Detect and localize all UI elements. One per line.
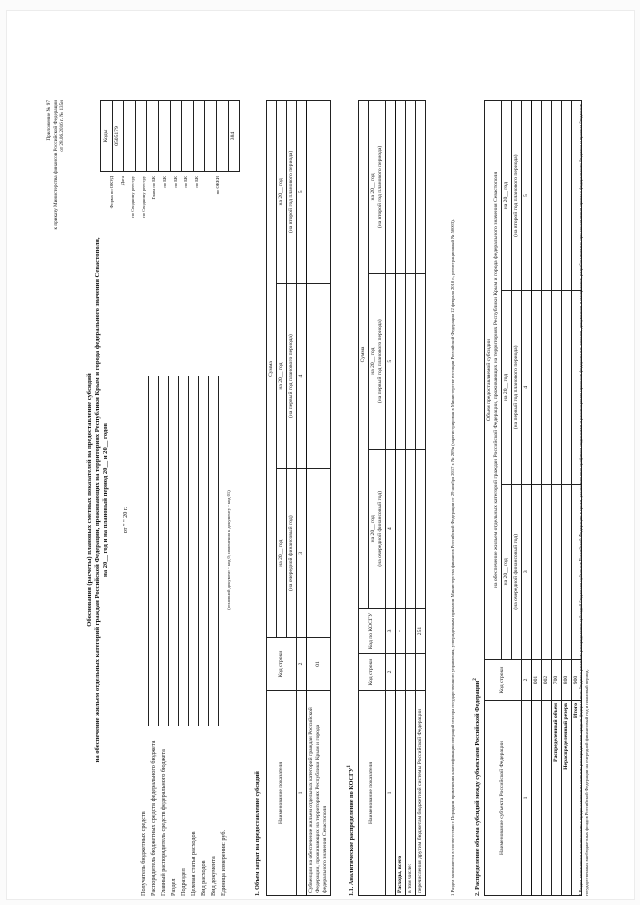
codes-table bbox=[100, 100, 240, 172]
s11-year2 bbox=[368, 273, 385, 449]
s2-cell bbox=[551, 291, 561, 484]
s1-year2: на 20__ год bbox=[276, 283, 286, 469]
s11-num: 1 bbox=[385, 691, 395, 896]
s1-num: 2 bbox=[296, 638, 306, 691]
s2-total-label: Итого bbox=[571, 701, 581, 896]
s2-num: 4 bbox=[521, 291, 531, 484]
codes-value bbox=[182, 101, 194, 172]
appendix-line1: Приложение № 97 bbox=[46, 100, 52, 141]
header-field-line bbox=[218, 376, 219, 726]
s11-row-including: в том числе: bbox=[405, 691, 415, 896]
header-field-label: Раздел bbox=[170, 878, 177, 896]
s11-dash: - bbox=[395, 609, 405, 654]
s2-col-volume bbox=[485, 101, 502, 660]
appendix-line2: к приказу Министерства финансов Российской Федерации bbox=[52, 100, 59, 230]
s2-cell bbox=[551, 484, 561, 659]
codes-label: по БК bbox=[183, 176, 189, 188]
s11-year3 bbox=[368, 101, 385, 274]
header-fields bbox=[140, 356, 230, 896]
section2-title-text: 2. Распределение объема субсидий между субъектами Российской Федерации bbox=[474, 680, 482, 896]
s11-cell bbox=[415, 449, 425, 608]
codes-label bbox=[204, 176, 215, 270]
title-line2: на обеспечение жильем отдельных категорий граждан Российской Федерации, проживающих на территориях Республики Крым и города федерального значения Севастополя, bbox=[94, 237, 102, 763]
s2-total-label: Нераспределенный резерв bbox=[561, 701, 571, 896]
s1-year2-sub: (на первый год планового периода) bbox=[286, 283, 296, 469]
codes-label: по ОКЕИ bbox=[214, 176, 220, 195]
s11-cell bbox=[415, 101, 425, 274]
codes-label: по Сводному реестру bbox=[130, 176, 136, 218]
s11-year2-label: на 20__ год bbox=[369, 347, 376, 375]
s2-cell bbox=[541, 484, 551, 659]
header-field-label: Получатель бюджетных средств bbox=[140, 811, 147, 896]
s2-col-volume-sub: на обеспечение жильем отдельных категорий граждан Российской Федерации, проживающих на территориях Республики Крым и города федерального значения Севастополя bbox=[492, 171, 499, 589]
s1-year3-sub: (на второй год планового периода) bbox=[286, 101, 296, 284]
title-date-line: от " " 20 г. bbox=[122, 506, 129, 534]
s11-cell bbox=[395, 449, 405, 608]
rotated-form-page bbox=[40, 90, 600, 910]
section11-table bbox=[358, 100, 426, 896]
s2-cell bbox=[541, 291, 551, 484]
s11-num: 2 bbox=[385, 654, 395, 691]
s2-row-code: 002 bbox=[541, 660, 551, 701]
s2-cell bbox=[561, 484, 571, 659]
s2-year1-sub: (на очередной финансовый год) bbox=[511, 484, 521, 659]
doc-type-hint: (основной документ - код 0; изменения к документу - код 01) bbox=[226, 490, 231, 610]
s2-total-code: 900 bbox=[571, 660, 581, 701]
s11-year1-sub: (на очередной финансовый год) bbox=[376, 490, 383, 567]
s2-num: 5 bbox=[521, 101, 531, 291]
section11-title-text: 1.1. Аналитическое распределение по КОСГУ bbox=[348, 767, 356, 896]
s2-col-name: Наименование субъекта Российской Федерации bbox=[485, 701, 522, 896]
s11-cell bbox=[405, 101, 415, 274]
s2-num: 3 bbox=[521, 484, 531, 659]
s2-year3: на 20__ год bbox=[501, 101, 511, 291]
s1-year1-sub: (на очередной финансовый год) bbox=[286, 469, 296, 638]
s2-year1: на 20__ год bbox=[501, 484, 511, 659]
s11-cell bbox=[405, 609, 415, 654]
section2-table bbox=[484, 100, 582, 896]
header-field-label: Вид документа bbox=[210, 856, 217, 896]
s2-cell bbox=[531, 484, 541, 659]
header-field-row bbox=[200, 356, 210, 896]
s2-cell bbox=[561, 101, 571, 291]
codes-header: Коды bbox=[101, 101, 113, 172]
header-field-label: Целевая статья расходов bbox=[190, 831, 197, 896]
section1-title: 1. Объем затрат на предоставление субсидий bbox=[254, 771, 261, 896]
header-field-line bbox=[178, 376, 179, 726]
s1-year1: на 20__ год bbox=[276, 469, 286, 638]
s11-cell bbox=[405, 273, 415, 449]
s11-cell bbox=[405, 449, 415, 608]
s11-cell bbox=[405, 654, 415, 691]
s2-total-label: Распределенный объем bbox=[551, 701, 561, 896]
header-field-label: Главный распорядитель средств федерального бюджета bbox=[160, 749, 167, 896]
codes-label: Дата bbox=[119, 176, 125, 186]
codes-value bbox=[135, 101, 147, 172]
codes-value bbox=[170, 101, 182, 172]
s2-cell bbox=[531, 291, 541, 484]
s11-row-transfers: перечисления другим бюджетам бюджетной системы Российской Федерации bbox=[415, 691, 425, 896]
codes-label: Форма по ОКУД bbox=[109, 176, 114, 209]
s11-cell bbox=[395, 273, 405, 449]
codes-value: 0505179 bbox=[112, 101, 124, 172]
s1-col-name: Наименование показателя bbox=[267, 691, 297, 896]
codes-value bbox=[124, 101, 136, 172]
s1-col-code: Код строки bbox=[267, 638, 297, 691]
s11-col-name: Наименование показателя bbox=[359, 691, 386, 896]
s11-num: 3 bbox=[385, 609, 395, 654]
s11-col-code: Код строки bbox=[359, 654, 386, 691]
s2-cell bbox=[541, 701, 551, 896]
s11-year2-sub: (на первый год планового периода) bbox=[376, 319, 383, 404]
s11-row3-code: 251 bbox=[415, 609, 425, 654]
s2-num: 2 bbox=[521, 660, 531, 701]
s2-cell bbox=[541, 101, 551, 291]
note1: 1 Раздел заполняется в соответствии с Порядком применения классификации операций сектора государственного управления, утвержденным приказом Министерства финансов Российской Федерации от 29 ноября 2017 г. № 209н (зарегистрирован в Министерстве юстиции Российской Федерации 12 февраля 2018 г., регистрационный № 50003). bbox=[450, 219, 455, 896]
header-field-row bbox=[180, 356, 190, 896]
note2: 2 Раздел заполняется в соответствии с предоставленным главным распорядителем средств федерального бюджета расчетом распределения субсидий бюджетам субъектов Российской Федерации в сроки, установленные графиком подготовки и рассмотрения проектов федеральных законов, документов и материалов, разрабатываемых при составлении проекта федерального бюджета и проекта бюджетов государственных внебюджетных фондов Российской Федерации на очередной финансовый год и плановый период. bbox=[578, 104, 589, 896]
s11-year1-label: на 20__ год bbox=[369, 515, 376, 543]
codes-label: по БК bbox=[172, 176, 178, 188]
s11-num: 4 bbox=[385, 449, 395, 608]
s1-num: 1 bbox=[296, 691, 306, 896]
header-field-label: Единица измерения: руб. bbox=[220, 829, 227, 896]
header-field-line bbox=[208, 376, 209, 726]
header-field-line bbox=[148, 376, 149, 726]
title-line1: Обоснования (расчеты) плановых сметных показателей на предоставление субсидий bbox=[86, 373, 93, 627]
s1-year3: на 20__ год bbox=[276, 101, 286, 284]
section2-title bbox=[472, 678, 482, 896]
header-field-row bbox=[210, 356, 220, 896]
s2-year2: на 20__ год bbox=[501, 291, 511, 484]
header-field-label: Распорядитель бюджетных средств федерального бюджета bbox=[150, 740, 157, 896]
codes-label: по БК bbox=[193, 176, 199, 188]
s2-num: 1 bbox=[521, 701, 531, 896]
codes-value: 384 bbox=[228, 101, 240, 172]
header-field-line bbox=[198, 376, 199, 726]
s2-total-code: 700 bbox=[551, 660, 561, 701]
s11-col-kosgu: Код по КОСГУ bbox=[359, 609, 386, 654]
s11-year1 bbox=[368, 449, 385, 608]
header-field-row bbox=[170, 356, 180, 896]
codes-label: Глава по БК bbox=[151, 176, 157, 200]
header-field-label: Вид расходов bbox=[200, 860, 207, 896]
s2-row-code: 001 bbox=[531, 660, 541, 701]
s1-num: 4 bbox=[296, 283, 306, 469]
s2-total-code: 800 bbox=[561, 660, 571, 701]
s2-cell bbox=[531, 101, 541, 291]
s2-col-code: Код строки bbox=[485, 660, 522, 701]
s1-num: 3 bbox=[296, 469, 306, 638]
s1-cell bbox=[306, 469, 330, 638]
s11-num bbox=[385, 101, 395, 274]
s11-cell bbox=[395, 654, 405, 691]
s1-row-label: Субвенции на обеспечение жильем отдельных категорий граждан Российской Федерации, проживающих на территориях Республики Крым и города федерального значения Севастополя bbox=[306, 691, 330, 896]
header-field-line bbox=[188, 376, 189, 726]
s11-col-sum: Сумма bbox=[359, 101, 369, 609]
s11-cell bbox=[415, 654, 425, 691]
s11-cell bbox=[415, 273, 425, 449]
s1-num: 5 bbox=[296, 101, 306, 284]
s1-cell bbox=[306, 283, 330, 469]
header-field-label: Подраздел bbox=[180, 868, 187, 896]
codes-value bbox=[158, 101, 170, 172]
codes-value bbox=[216, 101, 228, 172]
codes-value bbox=[147, 101, 159, 172]
header-field-row bbox=[150, 356, 160, 896]
codes-value bbox=[193, 101, 205, 172]
section1-table bbox=[266, 100, 331, 896]
s2-year3-sub: (на второй год планового периода) bbox=[511, 101, 521, 291]
codes-label: по БК bbox=[161, 176, 167, 188]
s2-year2-sub: (на первый год планового периода) bbox=[511, 291, 521, 484]
s1-col-sum: Сумма bbox=[267, 101, 277, 638]
appendix-block bbox=[46, 100, 66, 310]
s1-row-code: 01 bbox=[306, 638, 330, 691]
section11-title bbox=[346, 765, 356, 896]
s11-row-total: Расходы, всего bbox=[395, 691, 405, 896]
s11-cell bbox=[395, 101, 405, 274]
title-line3: на 20__ год и на плановый период 20__ и 20__ годов bbox=[102, 423, 110, 577]
s11-year3-sub: (на второй год планового периода) bbox=[376, 145, 383, 229]
appendix-line3: от 28.06.2016 г. № 135н bbox=[59, 100, 65, 152]
header-field-row bbox=[160, 356, 170, 896]
header-field-row bbox=[140, 356, 150, 896]
codes-label: по Сводному реестру bbox=[140, 176, 146, 218]
s2-cell bbox=[561, 291, 571, 484]
s2-col-volume-label: Объем предоставляемой субсидии bbox=[486, 339, 492, 421]
header-field-line bbox=[158, 376, 159, 726]
footnote-mark: 1 bbox=[346, 765, 352, 768]
s11-num: 5 bbox=[385, 273, 395, 449]
s11-year3-label: на 20__ год bbox=[369, 173, 376, 201]
form-title bbox=[86, 210, 111, 790]
header-field-row bbox=[190, 356, 200, 896]
codes-labels bbox=[109, 176, 226, 270]
s2-cell bbox=[531, 701, 541, 896]
header-field-line bbox=[168, 376, 169, 726]
s1-cell bbox=[306, 101, 330, 284]
footnote-mark: 2 bbox=[472, 678, 478, 681]
codes-value bbox=[205, 101, 217, 172]
s2-cell bbox=[551, 101, 561, 291]
